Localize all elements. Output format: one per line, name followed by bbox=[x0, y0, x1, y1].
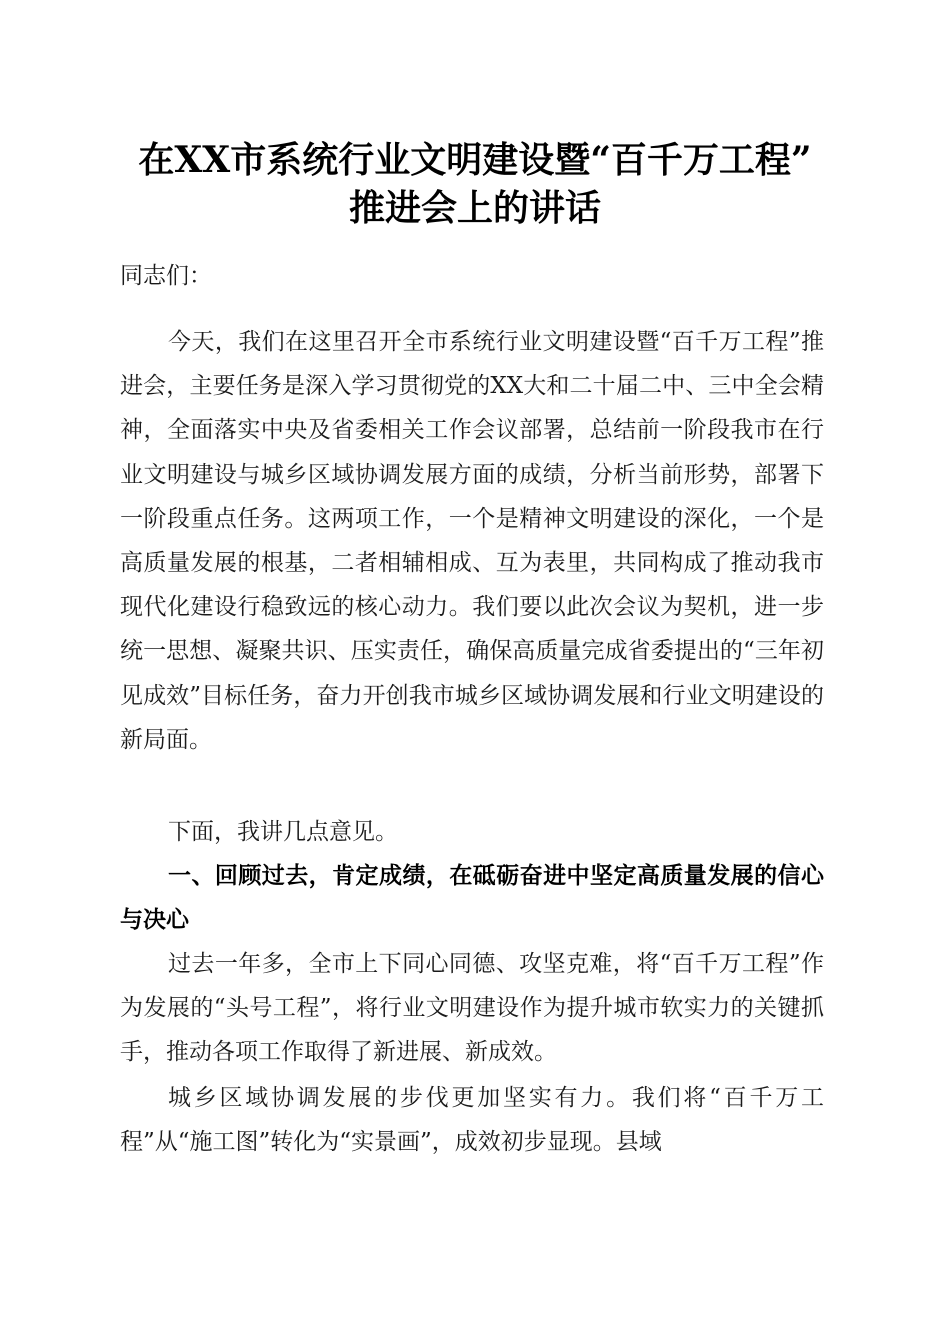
salutation: 同志们： bbox=[120, 263, 212, 289]
paragraph-progress: 城乡区域协调发展的步伐更加坚实有力。我们将“百千万工程”从“施工图”转化为“实景画”，成效初步显现。县域 bbox=[120, 1085, 824, 1156]
paragraph-transition: 下面，我讲几点意见。 bbox=[168, 819, 398, 845]
paragraph-opening: 今天，我们在这里召开全市系统行业文明建设暨“百千万工程”推进会，主要任务是深入学习贯彻党的XX大和二十届二中、三中全会精神，全面落实中央及省委相关工作会议部署，总结前一阶段我市在行业文明建设与城乡区域协调发展方面的成绩，分析当前形势，部署下一阶段重点任务。这两项工作，一个是精神文明建设的深化，一个是高质量发展的根基，二者相辅相成、互为表里，共同构成了推动我市现代化建设行稳致远的核心动力。我们要以此次会议为契机，进一步统一思想、凝聚共识、压实责任，确保高质量完成省委提出的“三年初见成效”目标任务，奋力开创我市城乡区域协调发展和行业文明建设的新局面。 bbox=[120, 329, 824, 753]
document-title-line-2: 推进会上的讲话 bbox=[348, 187, 601, 229]
section-heading-1: 一、回顾过去，肯定成绩，在砥砺奋进中坚定高质量发展的信心与决心 bbox=[120, 863, 824, 934]
paragraph-review: 过去一年多，全市上下同心同德、攻坚克难，将“百千万工程”作为发展的“头号工程”，将行业文明建设作为提升城市软实力的关键抓手，推动各项工作取得了新进展、新成效。 bbox=[120, 951, 824, 1066]
document-title-line-1: 在XX市系统行业文明建设暨“百千万工程” bbox=[138, 139, 812, 181]
